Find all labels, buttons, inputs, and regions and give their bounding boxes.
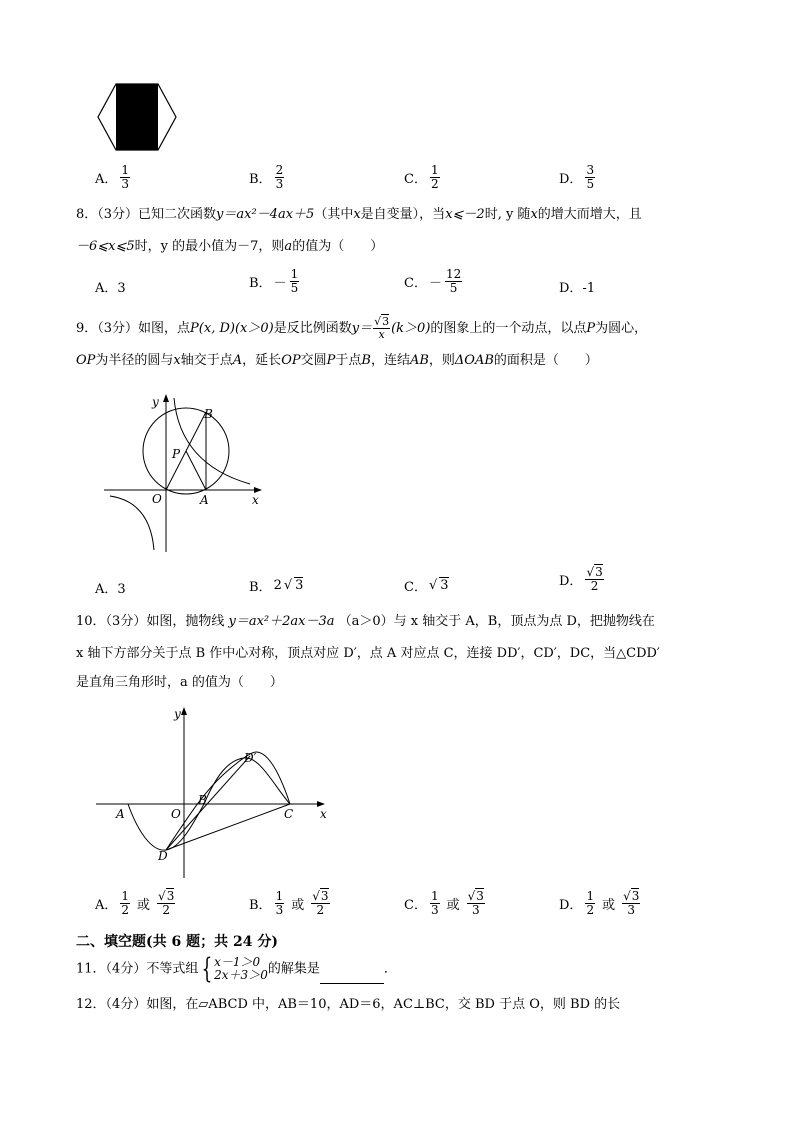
option-letter: B． [249, 172, 272, 187]
q9-line1 [76, 316, 647, 341]
var: B [361, 353, 371, 368]
option-text: A．3 [95, 281, 126, 296]
option-letter: D． [559, 898, 583, 913]
text: ，连结 [370, 353, 410, 368]
denominator: 2 [430, 177, 439, 191]
option-letter: A． [95, 898, 118, 913]
var: x [173, 353, 181, 368]
q9-line2 [76, 352, 598, 370]
option-letter: C． [404, 898, 427, 913]
text: 9．（3分）如图，点 [76, 321, 191, 336]
label-o: O [171, 807, 181, 821]
parabola-right [256, 752, 290, 804]
option-letter: B． [249, 580, 272, 595]
or-text: 或 [137, 898, 151, 913]
row: 2x＋3＞0 [214, 968, 268, 982]
fraction [585, 566, 603, 593]
numerator: 12 [445, 267, 462, 281]
label-d: D [158, 849, 168, 863]
fraction [290, 268, 300, 295]
option-letter: B． [249, 898, 272, 913]
text: 轴交于点 [180, 353, 233, 368]
denominator: 3 [275, 903, 284, 917]
denominator: 3 [430, 903, 439, 917]
q10-figure [94, 704, 334, 880]
text: 12．（4分）如图，在▱ABCD 中，AB＝10，AD＝6，AC⊥BC，交 BD 于点 O，则 BD 的长 [76, 997, 621, 1012]
fraction [430, 890, 440, 917]
segment-dc [166, 804, 290, 850]
text: ，延长 [242, 353, 282, 368]
radicand: 3 [295, 578, 304, 593]
fraction [275, 890, 285, 917]
fraction [585, 164, 595, 191]
q9-option-b[interactable]: B． 2 √ 3 [249, 578, 304, 595]
y-arrow [163, 394, 169, 402]
radicand: 3 [382, 315, 390, 328]
fraction [622, 890, 640, 917]
var: A [232, 353, 243, 368]
text: 的图象上的一个动点，以点 [430, 321, 587, 336]
option-letter: D． [559, 574, 583, 589]
numerator: √3 [374, 315, 390, 328]
rows [214, 956, 268, 982]
formula: y＝ax²＋2ax－3a [228, 614, 335, 629]
option-letter: C． [404, 276, 427, 291]
hexagon-figure [96, 82, 180, 152]
q9-figure [100, 392, 270, 554]
numerator: 1 [586, 889, 595, 903]
numerator: √3 [312, 889, 329, 903]
text: 11．（4分）不等式组 [76, 961, 199, 977]
fraction [430, 164, 440, 191]
label-y: y [152, 395, 159, 409]
denominator: 5 [449, 281, 458, 295]
denominator: 2 [586, 903, 595, 917]
numerator: √3 [158, 889, 175, 903]
q8-line2 [76, 238, 383, 256]
text: 为半径的圆与 [95, 353, 174, 368]
text: （a＞0）与 x 轴交于 A，B，顶点为点 D，把抛物线在 [338, 614, 655, 629]
q10-option-a[interactable] [95, 890, 176, 917]
q10-option-c[interactable] [404, 890, 486, 917]
denominator: 3 [627, 903, 636, 917]
q8-option-c[interactable] [404, 268, 463, 295]
radicand: 3 [476, 889, 484, 903]
fraction [445, 268, 462, 295]
radicand: 3 [440, 578, 449, 593]
text: 的增大而增大，且 [537, 207, 642, 222]
text: 时, y 随 [484, 207, 531, 222]
q10-option-d[interactable] [559, 890, 641, 917]
row: x－1＞0 [214, 955, 261, 969]
inequality-system [198, 952, 268, 985]
or-text: 或 [291, 898, 305, 913]
q8-option-b[interactable] [249, 268, 300, 295]
var: P [586, 321, 596, 336]
label-dprime: D′ [244, 751, 257, 765]
radicand: 3 [631, 889, 640, 903]
text: 的解集是 [267, 961, 320, 977]
hyperbola-left [110, 496, 154, 550]
fraction [373, 316, 390, 341]
q10-option-b[interactable] [249, 890, 331, 917]
q8-line1 [76, 206, 642, 224]
var: P [326, 353, 336, 368]
text: 的值为（ ） [292, 239, 384, 254]
option-letter: C． [404, 580, 427, 595]
q7-option-b[interactable] [249, 164, 285, 191]
q7-option-c[interactable] [404, 164, 441, 191]
q9-option-c[interactable]: C． √ 3 [404, 578, 449, 595]
q11-line [76, 952, 397, 985]
option-text: D．-1 [559, 281, 596, 296]
q9-option-a[interactable] [95, 578, 126, 597]
q8-formula: y＝ax²－4ax＋5 [216, 207, 315, 222]
func: y＝ [351, 321, 373, 336]
or-text: 或 [602, 898, 616, 913]
condition: x⩽－2 [445, 207, 485, 222]
label-x: x [320, 807, 327, 821]
label-p: P [172, 447, 181, 461]
brace: { [201, 952, 213, 985]
var: OP [281, 353, 301, 368]
section-title: 二、填空题(共 6 题；共 24 分) [76, 934, 278, 950]
q10-line2 [76, 645, 660, 663]
coefficient: 2 [273, 578, 282, 593]
denominator: 5 [586, 177, 595, 191]
condition: (k＞0) [391, 321, 431, 336]
numerator: 3 [586, 163, 595, 177]
radicand: 3 [166, 889, 175, 903]
denominator: 2 [590, 579, 599, 593]
text: ． [383, 961, 397, 977]
var: ΔOAB [454, 353, 494, 368]
numerator: √3 [623, 889, 640, 903]
var: AB [409, 353, 429, 368]
numerator: 1 [430, 163, 439, 177]
q10-line1 [76, 613, 655, 631]
denominator: 2 [121, 903, 130, 917]
fraction [585, 890, 595, 917]
text: 为圆心， [595, 321, 648, 336]
fraction [467, 890, 485, 917]
q8-prefix: 8．（3分）已知二次函数 [76, 207, 217, 222]
denominator: 2 [162, 903, 171, 917]
q7-option-d[interactable] [559, 164, 596, 191]
radicand: 3 [320, 889, 329, 903]
denominator: 3 [275, 177, 284, 191]
segment-pa [186, 451, 206, 490]
text: 的面积是（ ） [493, 353, 598, 368]
q10-line3 [76, 674, 283, 692]
fraction [120, 890, 130, 917]
denominator: 3 [121, 177, 130, 191]
fraction [311, 890, 329, 917]
numerator: √3 [467, 889, 484, 903]
or-text: 或 [446, 898, 460, 913]
q7-option-a[interactable] [95, 164, 131, 191]
option-letter: A． [95, 172, 118, 187]
numerator: 2 [275, 163, 284, 177]
sign: － [428, 276, 442, 291]
var: OP [76, 353, 96, 368]
denominator: 2 [316, 903, 325, 917]
var: x [353, 207, 361, 222]
label-x: x [252, 493, 259, 507]
label-a: A [116, 807, 125, 821]
option-letter: B． [249, 276, 272, 291]
condition: －6⩽x⩽5 [76, 239, 135, 254]
sign: － [273, 276, 287, 291]
option-letter: D． [559, 172, 583, 187]
label-a: A [200, 493, 209, 507]
label-o: O [152, 492, 162, 506]
q8-option-d[interactable] [559, 277, 595, 296]
point: P(x, D)(x＞0) [190, 321, 274, 336]
label-c: C [284, 807, 294, 821]
fraction [120, 164, 130, 191]
text: （其中 [314, 207, 354, 222]
answer-blank[interactable] [320, 971, 384, 984]
text: 于点 [335, 353, 362, 368]
numerator: 1 [275, 889, 284, 903]
segment-ddp [166, 756, 250, 850]
text: 交圆 [300, 353, 327, 368]
label-b: B [198, 793, 207, 807]
text: 10．（3分）如图，抛物线 [76, 614, 225, 629]
var: x [530, 207, 538, 222]
denominator: x [378, 328, 385, 341]
denominator: 3 [471, 903, 480, 917]
q12-line [76, 996, 620, 1014]
text: 是直角三角形时，a 的值为（ ） [76, 675, 283, 690]
text: x 轴下方部分关于点 B 作中心对称，顶点对应 D′，点 A 对应点 C，连接 DD′，CD′，DC，当△CDD′ [76, 646, 660, 661]
fraction [157, 890, 175, 917]
var: a [284, 239, 293, 254]
option-text: A．3 [95, 582, 126, 597]
q9-option-d[interactable] [559, 566, 605, 593]
denominator: 5 [290, 281, 299, 295]
q8-option-a[interactable] [95, 277, 126, 296]
radicand: 3 [595, 565, 603, 579]
y-arrow [181, 707, 187, 715]
text: 是自变量），当 [360, 207, 446, 222]
numerator: 1 [430, 889, 439, 903]
text: ，则 [428, 353, 455, 368]
option-letter: C． [404, 172, 427, 187]
numerator: √3 [586, 565, 603, 579]
numerator: 1 [290, 267, 299, 281]
numerator: 1 [121, 889, 130, 903]
label-y: y [174, 707, 181, 721]
numerator: 1 [121, 163, 130, 177]
label-b: B [204, 407, 213, 421]
text: 时，y 的最小值为－7，则 [134, 239, 285, 254]
text: 是反比例函数 [273, 321, 352, 336]
fraction [275, 164, 285, 191]
